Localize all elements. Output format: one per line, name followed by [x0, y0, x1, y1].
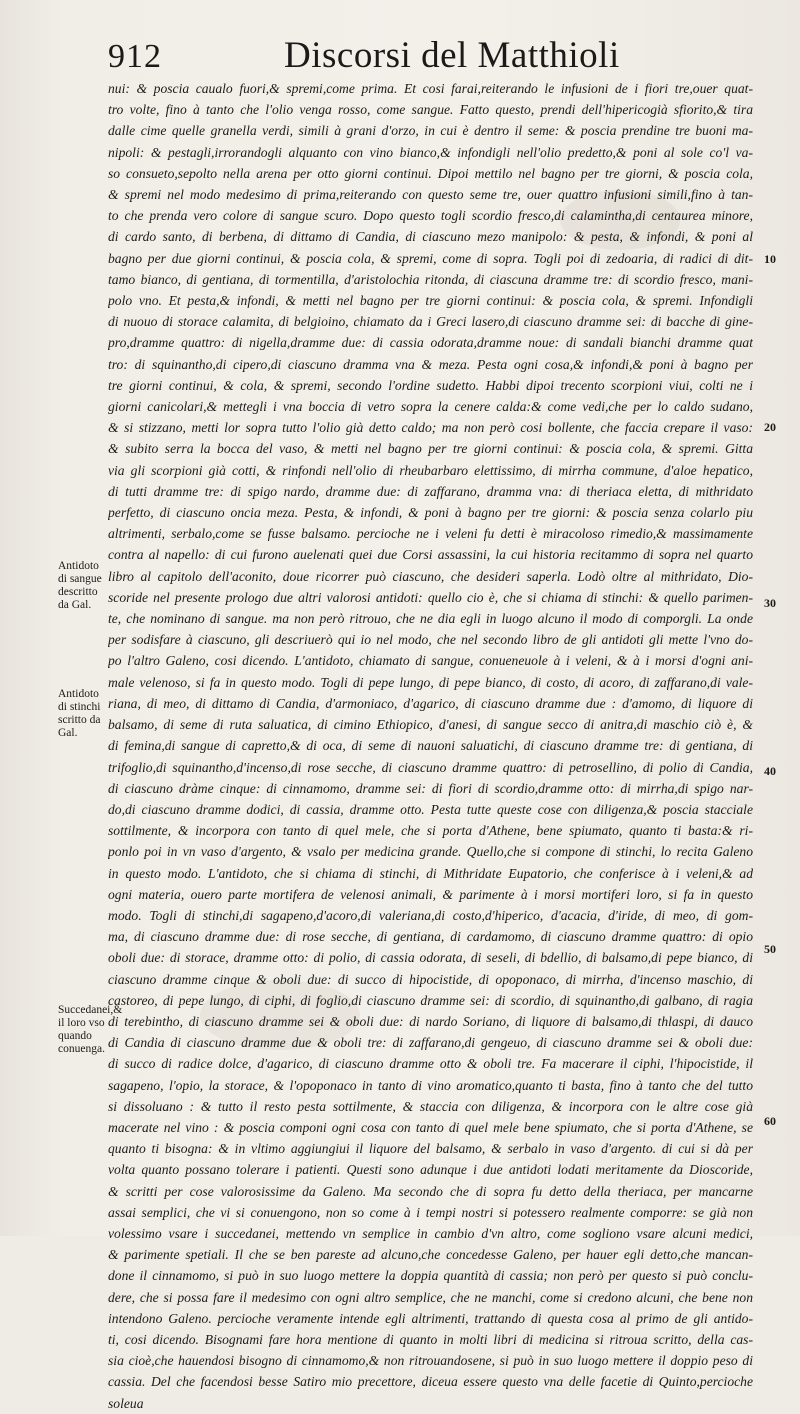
text-line: ciascuno dramme cinque & oboli due: di succo di hipocistide, di opoponaco, di mirrha, d'incenso maschio, di	[108, 971, 753, 987]
text-line: di tutti dramme tre: di spigo nardo, dramme due: di zaffarano, dramma vna: di theriaca eletta, di mithridato	[108, 483, 753, 499]
page-header	[108, 34, 748, 80]
text-line: macerate nel vino : & poscia componi ogni cosa con tanto di quel mele bene spiumato, che si porta d'Athene, se	[108, 1119, 753, 1135]
margin-note: Succedanei,& il loro vso quando conuenga.	[58, 1004, 123, 1055]
text-line: di ciascuno dràme cinque: di cinnamomo, dramme sei: di fiori di scordio,dramme otto: di mirrha,di spigo nar-	[108, 780, 753, 796]
text-line: to che prenda vero colore di sangue scuro. Dopo questo togli scordio fresco,di calamintha,di centaurea minore,	[108, 208, 753, 224]
text-line: ogni materia, ouero parte mortifera de velenosi animali, & parimente à i morsi mortiferi loro, si fa in questo	[108, 886, 753, 902]
line-number: 60	[764, 1114, 776, 1128]
text-line: si dissoluano : & tutto il resto pesta sottilmente, & staccia con diligenza, & incorpora con le altre cose già	[108, 1098, 753, 1114]
text-line: contra al napello: di cui furono auelenati quei due Corsi assassini, la cui historia recitammo di sopra nel quarto	[108, 547, 753, 563]
text-line: di terebintho, di ciascuno dramme sei & oboli due: di nardo Soriano, di liquore di balsamo,di thlaspi, di dauco	[108, 1013, 753, 1029]
line-number: 10	[764, 252, 776, 266]
text-line: giorni canicolari,& mettegli i vna boccia di vetro sopra la cenere calda:& come vedi,che per lo caldo sudano,	[108, 399, 753, 415]
page-number: 912	[108, 38, 162, 75]
text-line: dalle cime quelle granella verdi, simili à grani d'orzo, in cui è dentro il seme: & poscia prendine tre buoni ma-	[108, 123, 753, 139]
text-line: tro volte, fino à tanto che l'olio venga rosso, come sangue. Fatto questo, prendi dell'hipericogià sfiorito,& tira	[108, 102, 753, 118]
text-line: in questo modo. L'antidoto, che si chiama di stinchi, di Mithridate Eupatorio, che conferisce à i veleni,& ad	[108, 865, 753, 881]
text-line: nui: & poscia caualo fuori,& spremi,come prima. Et cosi farai,reiterando le infusioni de i fiori tre,ouer quat-	[108, 81, 753, 96]
text-line: soleua	[108, 1395, 144, 1411]
text-line: & subito serra la bocca del vaso, & metti nel bagno per tre giorni continui: & poscia cola, & spremi. Gitta	[108, 441, 753, 457]
line-number: 50	[764, 942, 776, 956]
text-line: trifoglio,di squinantho,d'incenso,di rose secche, di ciascuno dramme quattro: di petrosellino, di polio di Candia,	[108, 759, 753, 775]
text-line: libro al capitolo dell'aconito, doue ricorrer può ciascuno, che desideri saperla. Lodò oltre al mithridato, Dio-	[108, 568, 753, 584]
text-line: di succo di radice dolce, d'agarico, di ciascuno dramme otto & oboli tre. Fa macerare il ciphi, l'hipocistide, il	[108, 1056, 753, 1072]
text-line: via gli scorpioni già cotti, & rinfondi nell'olio di rheubarbaro elettissimo, di mirrha commune, d'aloe hepatico,	[108, 462, 753, 478]
text-line: di Candia di ciascuno dramme due & oboli tre: di zaffarano,di gengeuo, di ciascuno dramme sei & oboli due:	[108, 1035, 753, 1051]
margin-note: Antidoto di stinchi scritto da Gal.	[58, 688, 101, 739]
text-line: sia cioè,che hauendosi bisogno di cinnamomo,& non ritrouandosene, si può in suo luogo mettere il doppio peso di	[108, 1353, 753, 1369]
text-line: perfetto, di ciascuno oncia meza. Pesta, & infondi, & poni à bagno per tre giorni: & poscia senza colarlo piu	[108, 505, 753, 521]
text-line: di nuouo di storace calamita, di belgioino, chiamato da i Greci lasero,di ciascuno dramme sei: di bacche di gine-	[108, 314, 753, 330]
running-title: Discorsi del Matthioli	[284, 35, 620, 76]
text-line: male velenoso, si fa in questo modo. Togli di pepe lungo, di pepe bianco, di costo, di acoro, di zaffarano,di vale-	[108, 674, 753, 690]
text-line: modo. Togli di stinchi,di sagapeno,d'acoro,di valeriana,di costo,d'hiperico, d'acacia, d'iride, di meo, di gom-	[108, 907, 753, 923]
text-line: riana, di meo, di dittamo di Candia, d'armoniaco, d'agarico, di ciascuno dramme due : d'amomo, di liquore di	[108, 695, 753, 711]
margin-note: Antidoto di sangue descritto da Gal.	[58, 560, 102, 611]
text-line: & spremi nel modo medesimo di prima,reiterando con questo seme tre, ouer quattro infusioni simili,fino à tan-	[108, 187, 753, 203]
text-line: dere, che si possa fare il medesimo con ogni altro semplice, che ne manchi, come si credono alcuni, che bene non	[108, 1289, 753, 1305]
text-line: & parimente spetiali. Il che se ben pareste ad alcuno,che concedesse Galeno, per hauer egli detto,che mancan-	[108, 1247, 753, 1263]
body-text	[108, 78, 753, 1414]
text-line: ma, di ciascuno dramme due: di rose secche, di gentiana, di cardamomo, di ciascuno dramme quattro: di opio	[108, 929, 753, 945]
text-line: te, che nominano di sangue. ma non però ritrouo, che ne dia egli in luogo alcuno il modo di comporgli. La onde	[108, 611, 753, 627]
text-line: bagno per due giorni continui, & poscia cola, & spremi, come di sopra. Togli poi di zedoaria, di radici di dit-	[108, 250, 753, 266]
text-line: volta quanto possano tolerare i patienti. Questi sono adunque i due antidoti lodati meritamente da Dioscoride,	[108, 1162, 753, 1178]
text-line: sottilmente, & incorpora con tanto di quel mele, che si porta d'Athene, bene spiumato, quanto ti basta:& ri-	[108, 823, 753, 839]
text-line: & si stizzano, metti lor sopra tutto l'olio già detto caldo; ma non però cosi bollente, che faccia crepare il vaso:	[108, 420, 753, 436]
text-line: altrimenti, serbalo,come se fusse balsamo. percioche ne i veleni fu detti è miracoloso rimedio,& massimamente	[108, 526, 753, 542]
line-number: 30	[764, 596, 776, 610]
text-line: pro,dramme quattro: di nigella,dramme due: di cassia odorata,dramme noue: di sandali bianchi dramme quat	[108, 335, 753, 351]
text-line: ti, cosi dicendo. Bisognami fare hora mentione di quanto in molti libri di medicina si ritroua scritto, della cas-	[108, 1331, 753, 1347]
text-line: do,di ciascuno dramme dodici, di cassia, dramme otto. Pesta tutte queste cose con diligenza,& poscia stacciale	[108, 801, 753, 817]
text-line: di cardo santo, di berbena, di dittamo di Candia, di ciascuno mezo manipolo: & pesta, & infondi, & poni al	[108, 229, 753, 245]
text-line: po l'altro Galeno, cosi dicendo. L'antidoto, chiamato di sangue, conueneuole à i veleni, & à i morsi d'ogni ani-	[108, 653, 753, 669]
text-line: volessimo vsare i succedanei, mettendo vn semplice in cambio d'vn altro, come sogliono vsare alcuni medici,	[108, 1225, 753, 1241]
text-line: & scritti per cose valorosissime da Galeno. Ma secondo che di sopra fu detto della theriaca, per mancarne	[108, 1183, 753, 1199]
text-line: ponlo poi in vn vaso d'argento, & vsalo per medicina grande. Quello,che si compone di stinchi, lo recita Galeno	[108, 844, 753, 860]
text-line: tro: di squinantho,di cipero,di ciascuno dramma vna & meza. Pesta ogni cosa,& infondi,& poni à bagno per	[108, 356, 753, 372]
text-line: di femina,di sangue di capretto,& di oca, di seme di nauoni saluatichi, di ciascuno dramme tre: di gentiana, di	[108, 738, 753, 754]
text-line: done il cinnamomo, si può in suo luogo mettere la doppia quantità di cassia; non però per questo si può conclu-	[108, 1268, 753, 1284]
text-line: scoride nel presente prologo due altri valorosi antidoti: quello cio è, che si chiama di stinchi: & quello parimen-	[108, 589, 753, 605]
text-line: cassia. Del che facendosi besse Satiro mio precettore, diceua essere questo vna delle facetie di Quinto,percioche	[108, 1374, 753, 1390]
text-line: so consueto,sepolto nella arena per otto giorni continui. Dipoi mettilo nel bagno per tre giorni, & poscia cola,	[108, 165, 753, 181]
text-line: tre giorni continui, & cola, & spremi, secondo l'ordine sudetto. Habbi dipoi trecento scorpioni viui, colti ne i	[108, 377, 753, 393]
text-line: nipoli: & pestagli,irrorandogli alquanto con vino bianco,& infondigli nell'olio predetto,& poni al sole co'l va-	[108, 144, 753, 160]
text-line: intendono Galeno. percioche veramente intende egli altrimenti, trattando di questa cosa al primo de gli antido-	[108, 1310, 753, 1326]
text-line: castoreo, di pepe lungo, di ciphi, di foglio,di ciascuno dramme sei: di scordio, di squinantho,di galbano, di ragia	[108, 992, 753, 1008]
text-line: per sodisfare à ciascuno, gli descriuerò qui io nel modo, che nel secondo libro de gli antidoti gli mette l'vno do-	[108, 632, 753, 648]
text-line: assai semplici, che vi si conuengono, non so come à i tempi nostri si potessero realmente comporre: se già non	[108, 1204, 753, 1220]
text-line: oboli due: di storace, dramme otto: di polio, di cassia odorata, di seseli, di bdellio, di balsamo,di pepe bianco, di	[108, 950, 753, 966]
text-line: tamo bianco, di gentiana, di tormentilla, d'aristolochia ritonda, di ciascuna dramme tre: di scordio fresco, mani-	[108, 271, 753, 287]
text-line: sagapeno, l'opio, la storace, & l'opoponaco in tanto di vino aromatico,quanto ti basta, fino à tanto che del tutto	[108, 1077, 753, 1093]
text-line: polo vno. Et pesta,& infondi, & metti nel bagno per tre giorni continui: & poscia cola, & spremi. Infondigli	[108, 293, 753, 309]
text-line: balsamo, di seme di ruta saluatica, di cimino Ethiopico, d'anesi, di sangue secco di anitra,di maschio ciò è, &	[108, 717, 753, 733]
text-line: quanto ti bisogna: & in vltimo aggiungiui il liquore del balsamo, & serbalo in vaso d'argento. di cui si dà per	[108, 1141, 753, 1157]
line-number: 20	[764, 420, 776, 434]
line-number: 40	[764, 764, 776, 778]
